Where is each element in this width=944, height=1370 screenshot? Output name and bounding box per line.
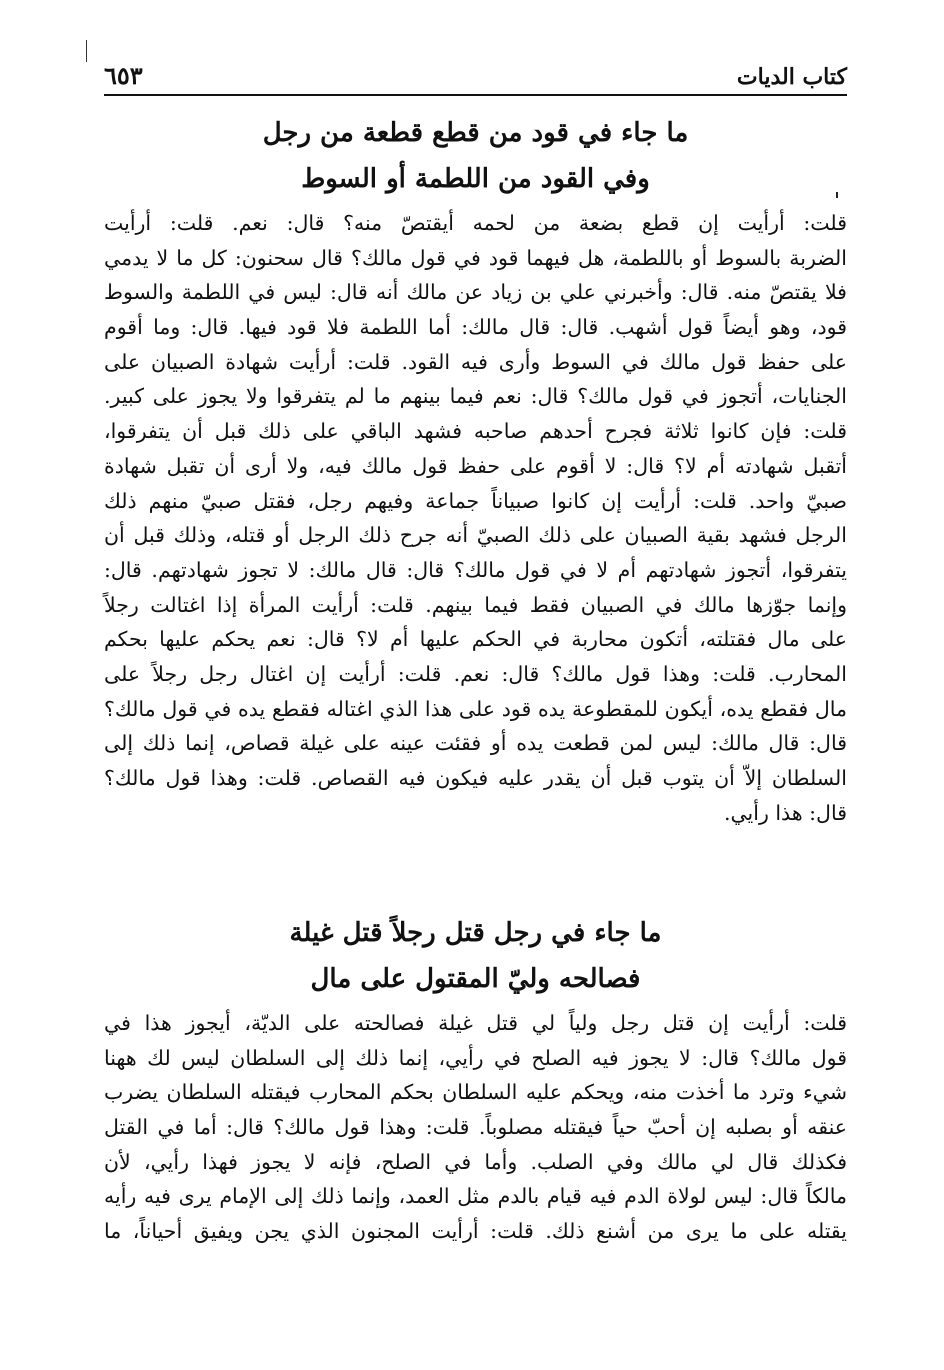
text-line: يقتله على ما يرى من أشنع ذلك. قلت: أرأيت المجنون الذي يجن ويفيق أحياناً، ما — [104, 1219, 847, 1244]
section-1-heading — [104, 110, 847, 202]
section-1-text — [104, 206, 847, 830]
heading-line: وفي القود من اللطمة أو السوط — [301, 164, 650, 194]
page-number: ٦٥٣ — [104, 61, 143, 90]
text-line: قلت: أرأيت إن قطع بضعة من لحمه أيقتصّ منه؟ قال: نعم. قلت: أرأيت — [104, 211, 847, 235]
text-line: على مال فقتلته، أتكون محاربة في الحكم عليها أم لا؟ قال: نعم يحكم عليها بحكم — [104, 627, 847, 652]
text-line: المحارب. قلت: وهذا قول مالك؟ قال: نعم. قلت: أرأيت إن اغتال رجل رجلاً على — [104, 661, 847, 686]
text-line: شيء وترد ما أخذت منه، ويحكم عليه السلطان بحكم المحارب فيقتله السلطان يضرب — [104, 1080, 847, 1105]
text-line: قلت: أرأيت إن قتل رجل ولياً لي قتل غيلة فصالحته على الديّة، أيجوز هذا في — [104, 1011, 847, 1035]
book-title: كتاب الديات — [736, 64, 847, 90]
text-line: الجنايات، أتجوز في قول مالك؟ قال: نعم فيما بينهم ما لم يتفرقوا ولا يجوز على كبير. — [104, 384, 847, 409]
text-line: صبيّ واحد. قلت: أرأيت إن كانوا صبياناً جماعة وفيهم رجل، فقتل صبيّ منهم ذلك — [104, 488, 847, 513]
margin-mark — [86, 40, 87, 62]
text-line: فكذلك قال لي مالك وفي الصلب. وأما في الصلح، فإنه لا يجوز فهذا رأيي، لأن — [104, 1149, 847, 1174]
text-line: قال: قال مالك: ليس لمن قطعت يده أو فقئت عينه على غيلة قصاص، إنما ذلك إلى — [104, 731, 847, 756]
heading-line: ما جاء في رجل قتل رجلاً قتل غيلة — [289, 918, 662, 948]
text-line: على حفظ قول مالك في السوط وأرى فيه القود. قلت: أرأيت شهادة الصبيان على — [104, 349, 847, 374]
text-line: مال فقطع يده، أيكون للمقطوعة يده قود على هذا الذي اغتاله فقطع يده في قول مالك؟ — [104, 696, 847, 721]
text-line: قود، وهو أيضاً قول أشهب. قال: قال مالك: أما اللطمة فلا قود فيها. قال: وما أقوم — [104, 315, 848, 340]
section-2-heading — [104, 910, 847, 1002]
text-line: الضربة بالسوط أو باللطمة، هل فيهما قود في قول مالك؟ قال سحنون: كل ما لا يدمي — [104, 245, 847, 270]
text-line: قلت: فإن كانوا ثلاثة فجرح أحدهم صاحبه فشهد الباقي على ذلك قبل أن يتفرقوا، — [104, 419, 847, 444]
text-line: عنقه أو بصلبه إن أحبّ حياً فيقتله مصلوباً. قلت: وهذا قول مالك؟ قال: أما في القتل — [104, 1115, 847, 1140]
text-line: قال: هذا رأيي. — [723, 800, 847, 825]
text-line: السلطان إلاّ أن يتوب قبل أن يقدر عليه فيكون فيه القصاص. قلت: وهذا قول مالك؟ — [104, 766, 847, 790]
text-line: فلا يقتصّ منه. قال: وأخبرني علي بن زياد عن مالك أنه قال: ليس في اللطمة والسوط — [104, 280, 847, 305]
text-line: الرجل فشهد بقية الصبيان على ذلك الصبيّ أنه جرح ذلك الرجل أو قتله، وذلك قبل أن — [104, 523, 847, 548]
text-line: يتفرقوا، أتجوز شهادتهم أم لا في قول مالك؟ قال: قال مالك: لا تجوز شهادتهم. قال: — [104, 557, 847, 582]
section-2-text — [104, 1006, 847, 1249]
text-line: أتقبل شهادته أم لا؟ قال: لا أقوم على حفظ قول مالك فيه، ولا أرى أن تقبل شهادة — [104, 453, 847, 478]
heading-line: ما جاء في قود من قطع قطعة من رجل — [262, 118, 689, 148]
text-line: وإنما جوّزها مالك في الصبيان فقط فيما بينهم. قلت: أرأيت المرأة إذا اغتالت رجلاً — [104, 592, 847, 617]
text-line: مالكاً قال: ليس لولاة الدم فيه قيام بالدم مثل العمد، وإنما ذلك إلى الإمام يرى فيه رأيه — [104, 1184, 847, 1209]
running-header — [104, 50, 847, 96]
text-line: قول مالك؟ قال: لا يجوز فيه الصلح في رأيي، إنما ذلك إلى السلطان ليس لك ههنا — [104, 1045, 847, 1070]
heading-line: فصالحه وليّ المقتول على مال — [310, 964, 641, 994]
